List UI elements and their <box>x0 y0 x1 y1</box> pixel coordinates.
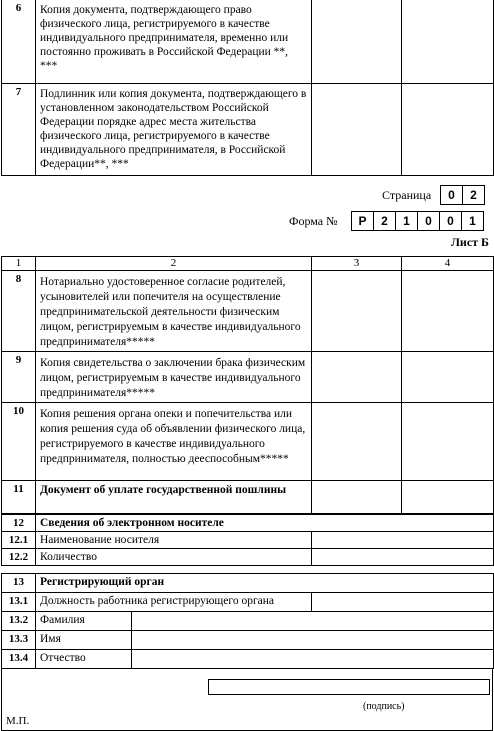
table-row <box>2 593 494 612</box>
row-cell-4[interactable] <box>402 352 494 403</box>
row-number: 9 <box>2 352 36 403</box>
row-number: 8 <box>2 271 36 352</box>
row-cell-3[interactable] <box>312 481 402 514</box>
page-digit: 2 <box>462 185 485 205</box>
row-label: Имя <box>36 631 132 650</box>
table-row <box>2 549 494 566</box>
form-char: 1 <box>461 211 484 231</box>
row-cell-3[interactable] <box>312 352 402 403</box>
section-number: 13 <box>2 574 36 593</box>
signature-label: (подпись) <box>363 701 405 712</box>
position-field[interactable] <box>312 593 494 612</box>
media-count-field[interactable] <box>312 549 494 566</box>
section-header-row <box>2 515 494 532</box>
top-table <box>1 0 494 176</box>
row-number: 12.1 <box>2 532 36 549</box>
page-label: Страница <box>382 188 432 202</box>
row-text: Копия решения органа опеки и попечительства или копия решения суда об объявлении физического лица, регистрируемого в качестве индивидуального предпринимателя, полностью дееспособным***** <box>36 403 312 481</box>
row-number: 7 <box>2 84 36 176</box>
sheet-label: Лист Б <box>450 235 489 249</box>
table-row <box>2 403 494 481</box>
row-number: 13.4 <box>2 650 36 669</box>
row-number: 13.1 <box>2 593 36 612</box>
table-row <box>2 84 494 176</box>
table-row <box>2 271 494 352</box>
media-table <box>1 514 494 566</box>
col-header: 4 <box>402 257 494 271</box>
row-number: 10 <box>2 403 36 481</box>
form-char: 0 <box>417 211 440 231</box>
row-cell-3[interactable] <box>312 0 402 84</box>
form-char: 2 <box>373 211 396 231</box>
media-name-field[interactable] <box>312 532 494 549</box>
row-cell-4[interactable] <box>402 0 494 84</box>
section-title: Сведения об электронном носителе <box>36 515 494 532</box>
name-field[interactable] <box>132 631 494 650</box>
section-title: Регистрирующий орган <box>36 574 494 593</box>
table-row <box>2 612 494 631</box>
row-cell-4[interactable] <box>402 481 494 514</box>
form-label: Форма № <box>289 214 338 228</box>
form-char: 0 <box>439 211 462 231</box>
row-number: 13.3 <box>2 631 36 650</box>
row-cell-3[interactable] <box>312 271 402 352</box>
row-number: 13.2 <box>2 612 36 631</box>
row-number: 12.2 <box>2 549 36 566</box>
row-number: 6 <box>2 0 36 84</box>
page-number-cells <box>441 185 485 205</box>
row-cell-4[interactable] <box>402 403 494 481</box>
authority-table <box>1 573 494 669</box>
page-digit: 0 <box>440 185 463 205</box>
table-row <box>2 352 494 403</box>
form-number-cells <box>352 211 484 231</box>
row-text: Документ об уплате государственной пошлины <box>36 481 312 514</box>
row-label: Наименование носителя <box>36 532 312 549</box>
row-text: Копия свидетельства о заключении брака физическим лицом, регистрируемым в качестве индивидуального предпринимателя***** <box>36 352 312 403</box>
row-label: Фамилия <box>36 612 132 631</box>
row-label: Должность работника регистрирующего органа <box>36 593 312 612</box>
row-cell-4[interactable] <box>402 84 494 176</box>
table-row <box>2 532 494 549</box>
table-row <box>2 631 494 650</box>
table-row <box>2 0 494 84</box>
row-cell-3[interactable] <box>312 403 402 481</box>
row-label: Отчество <box>36 650 132 669</box>
table-row <box>2 481 494 514</box>
patronymic-field[interactable] <box>132 650 494 669</box>
form-char: Р <box>351 211 374 231</box>
header-row <box>2 257 494 271</box>
section-header-row <box>2 574 494 593</box>
signature-area <box>1 668 493 731</box>
col-header: 2 <box>36 257 312 271</box>
col-header: 3 <box>312 257 402 271</box>
row-cell-3[interactable] <box>312 84 402 176</box>
row-cell-4[interactable] <box>402 271 494 352</box>
stamp-label: М.П. <box>6 715 30 727</box>
col-header: 1 <box>2 257 36 271</box>
table-row <box>2 650 494 669</box>
row-text: Копия документа, подтверждающего право физического лица, регистрируемого в качестве индивидуального предпринимателя, временно или постоянно проживать в Российской Федерации **, *** <box>36 0 312 84</box>
row-label: Количество <box>36 549 312 566</box>
form-char: 1 <box>395 211 418 231</box>
row-text: Подлинник или копия документа, подтверждающего в установленном законодательством Российской Федерации порядке адрес места жительства физического лица, регистрируемого в качестве индивидуального предпринимателя, в Российской Федерации**, *** <box>36 84 312 176</box>
row-number: 11 <box>2 481 36 514</box>
main-table <box>1 256 494 514</box>
surname-field[interactable] <box>132 612 494 631</box>
row-text: Нотариально удостоверенное согласие родителей, усыновителей или попечителя на осуществление предпринимательской деятельности физическим лицом, регистрируемым в качестве индивидуального предпринимателя***** <box>36 271 312 352</box>
section-number: 12 <box>2 515 36 532</box>
signature-field[interactable] <box>208 679 490 695</box>
